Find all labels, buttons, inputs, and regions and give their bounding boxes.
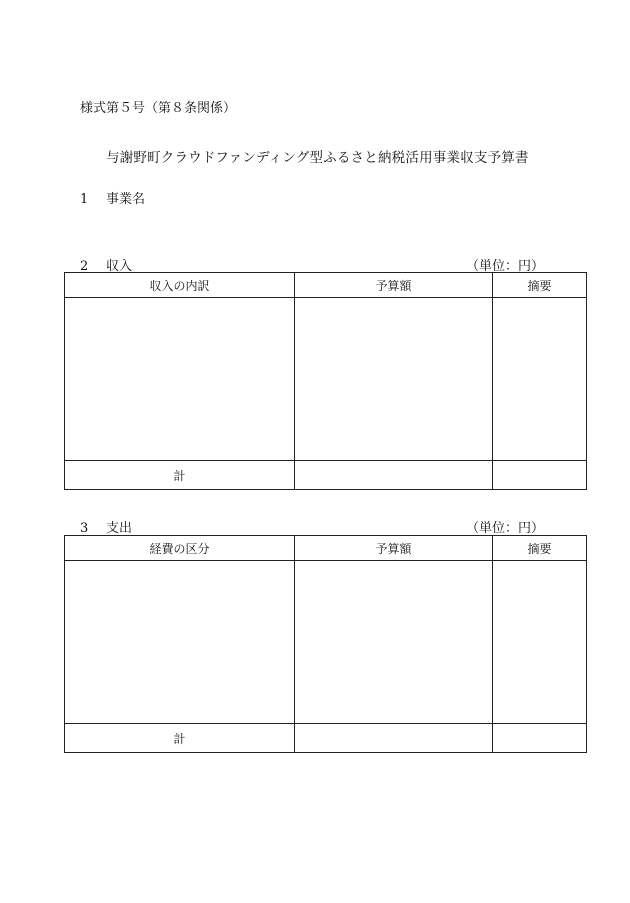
income-breakdown-cell[interactable]: [65, 298, 295, 461]
header-budget-amount: 予算額: [295, 536, 493, 561]
total-label: 計: [65, 461, 295, 490]
income-total-remarks-cell[interactable]: [493, 461, 587, 490]
header-remarks: 摘要: [493, 273, 587, 298]
income-amount-cell[interactable]: [295, 298, 493, 461]
expense-unit-label: （単位：円）: [465, 521, 544, 536]
section-number: 1: [80, 192, 89, 207]
section-number: 2: [80, 259, 89, 274]
form-number: 様式第５号（第８条関係）: [80, 101, 237, 116]
section-label: 事業名: [106, 192, 146, 207]
expense-table: [64, 535, 587, 753]
section-number: 3: [80, 521, 89, 536]
expense-total-remarks-cell[interactable]: [493, 724, 587, 753]
table-row: [65, 298, 587, 461]
income-unit-label: （単位：円）: [465, 259, 544, 274]
total-label: 計: [65, 724, 295, 753]
section-label: 支出: [106, 521, 133, 536]
section-label: 収入: [106, 259, 133, 274]
header-budget-amount: 予算額: [295, 273, 493, 298]
income-table: [64, 272, 587, 490]
table-row: [65, 561, 587, 724]
income-remarks-cell[interactable]: [493, 298, 587, 461]
total-row: [65, 461, 587, 490]
header-income-breakdown: 収入の内訳: [65, 273, 295, 298]
section-expense-heading: [80, 517, 132, 536]
header-expense-category: 経費の区分: [65, 536, 295, 561]
table-header-row: [65, 536, 587, 561]
header-remarks: 摘要: [493, 536, 587, 561]
expense-amount-cell[interactable]: [295, 561, 493, 724]
expense-remarks-cell[interactable]: [493, 561, 587, 724]
expense-total-amount-cell[interactable]: [295, 724, 493, 753]
total-row: [65, 724, 587, 753]
section-project-name: [80, 188, 145, 207]
income-total-amount-cell[interactable]: [295, 461, 493, 490]
document-title: 与謝野町クラウドファンディング型ふるさと納税活用事業収支予算書: [106, 150, 529, 166]
table-header-row: [65, 273, 587, 298]
expense-category-cell[interactable]: [65, 561, 295, 724]
